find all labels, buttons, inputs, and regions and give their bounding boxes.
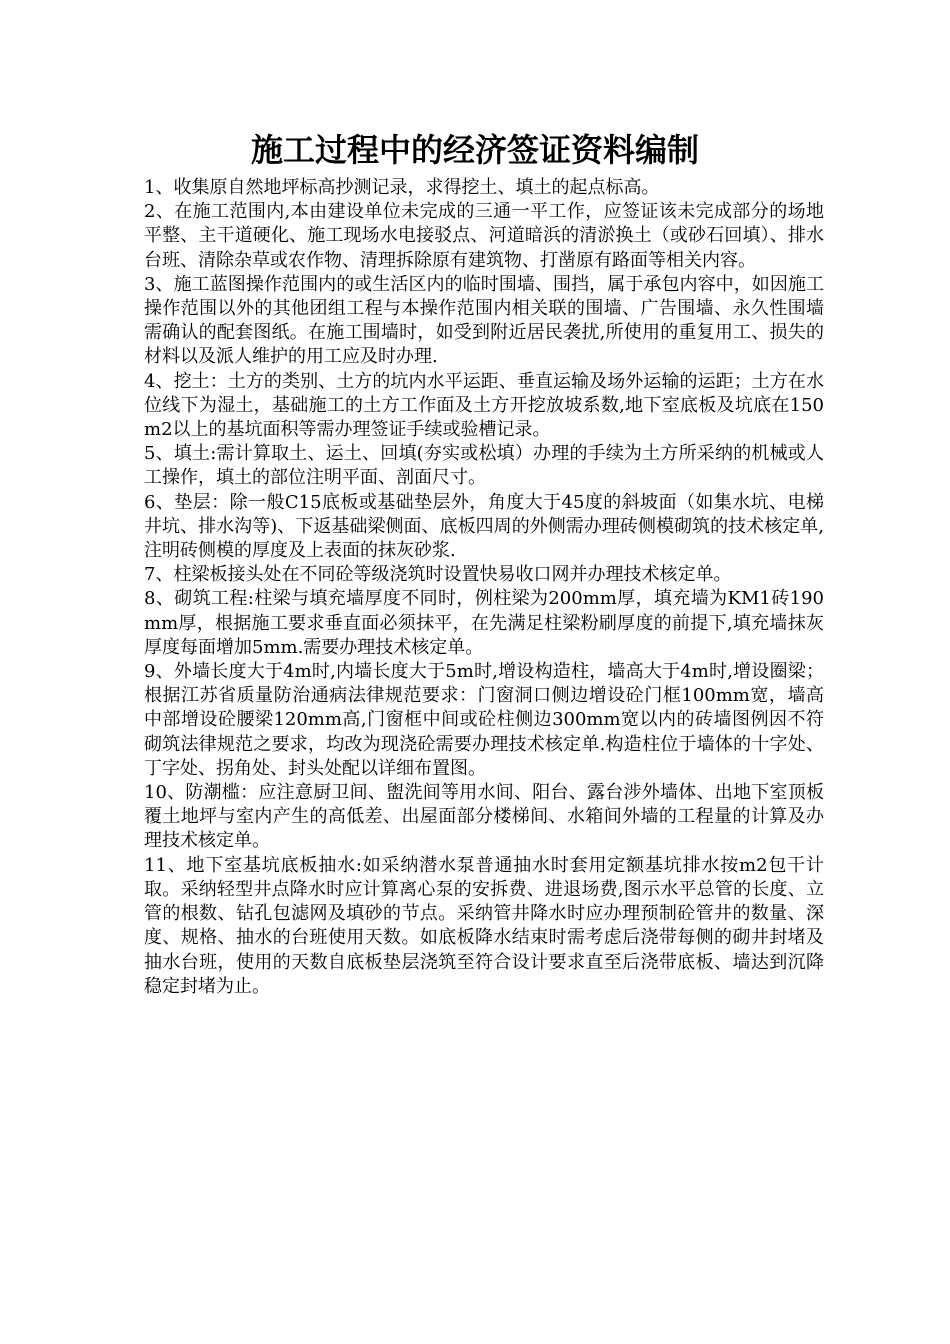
document-body: [144, 176, 824, 999]
page-title: 施工过程中的经济签证资料编制: [250, 131, 699, 169]
paragraph-7: 7、柱梁板接头处在不同砼等级浇筑时设置快易收口网并办理技术核定单。: [144, 564, 732, 586]
paragraph-10: 10、防潮槛：应注意厨卫间、盥洗间等用水间、阳台、露台涉外墙体、出地下室顶板覆土地坪与室内产生的高低差、出屋面部分楼梯间、水箱间外墙的工程量的计算及办理技术核定单。: [144, 782, 824, 852]
paragraph-5: 5、填土:需计算取土、运土、回填(夯实或松填）办理的手续为土方所采纳的机械或人工操作，填土的部位注明平面、剖面尺寸。: [144, 443, 824, 489]
paragraph-4: 4、挖土：土方的类别、土方的坑内水平运距、垂直运输及场外运输的运距；土方在水位线下为湿土，基础施工的土方工作面及土方开挖放坡系数,地下室底板及坑底在150m2以上的基坑面积等需办理签证手续或验槽记录。: [144, 370, 824, 441]
paragraph-11: 11、地下室基坑底板抽水:如采纳潜水泵普通抽水时套用定额基坑排水按m2包干计取。采纳轻型井点降水时应计算离心泵的安拆费、进退场费,图示水平总管的长度、立管的根数、钻孔包滤网及填砂的节点。采纳管井降水时应办理预制砼管井的数量、深度、规格、抽水的台班使用天数。如底板降水结束时需考虑后浇带每侧的砌井封堵及抽水台班，使用的天数自底板垫层浇筑至符合设计要求直至后浇带底板、墙达到沉降稳定封堵为止。: [144, 854, 824, 997]
paragraph-6: 6、垫层：除一般C15底板或基础垫层外，角度大于45度的斜坡面（如集水坑、电梯井坑、排水沟等)、下返基础梁侧面、底板四周的外侧需办理砖侧模砌筑的技术核定单,注明砖侧模的厚度及上表面的抹灰砂浆.: [144, 491, 824, 562]
paragraph-1: 1、收集原自然地坪标高抄测记录，求得挖土、填土的起点标高。: [144, 177, 660, 198]
paragraph-2: 2、在施工范围内,本由建设单位未完成的三通一平工作，应签证该未完成部分的场地平整、主干道硬化、施工现场水电接驳点、河道暗浜的清淤换土（或砂石回填）、排水台班、清除杂草或农作物、清理拆除原有建筑物、打凿原有路面等相关内容。: [144, 201, 824, 271]
paragraph-9: 9、外墙长度大于4m时,内墙长度大于5m时,增设构造柱，墙高大于4m时,增设圈梁；根据江苏省质量防治通病法律规范要求：门窗洞口侧边增设砼门框100mm宽，墙高中部增设砼腰梁120mm高,门窗框中间或砼柱侧边300mm宽以内的砖墙图例因不符砌筑法律规范之要求，均改为现浇砼需要办理技术核定单.构造柱位于墙体的十字处、丁字处、拐角处、封头处配以详细布置图。: [144, 661, 824, 779]
paragraph-8: 8、砌筑工程:柱梁与填充墙厚度不同时，例柱梁为200mm厚，填充墙为KM1砖190mm厚，根据施工要求垂直面必须抹平，在先满足柱梁粉刷厚度的前提下,填充墙抹灰厚度每面增加5mm.需要办理技术核定单。: [144, 588, 824, 658]
paragraph-3: 3、施工蓝图操作范围内的或生活区内的临时围墙、围挡，属于承包内容中，如因施工操作范围以外的其他团组工程与本操作范围内相关联的围墙、广告围墙、永久性围墙需确认的配套图纸。在施工围墙时，如受到附近居民袭扰,所使用的重复用工、损失的材料以及派人维护的用工应及时办理.: [144, 273, 824, 368]
